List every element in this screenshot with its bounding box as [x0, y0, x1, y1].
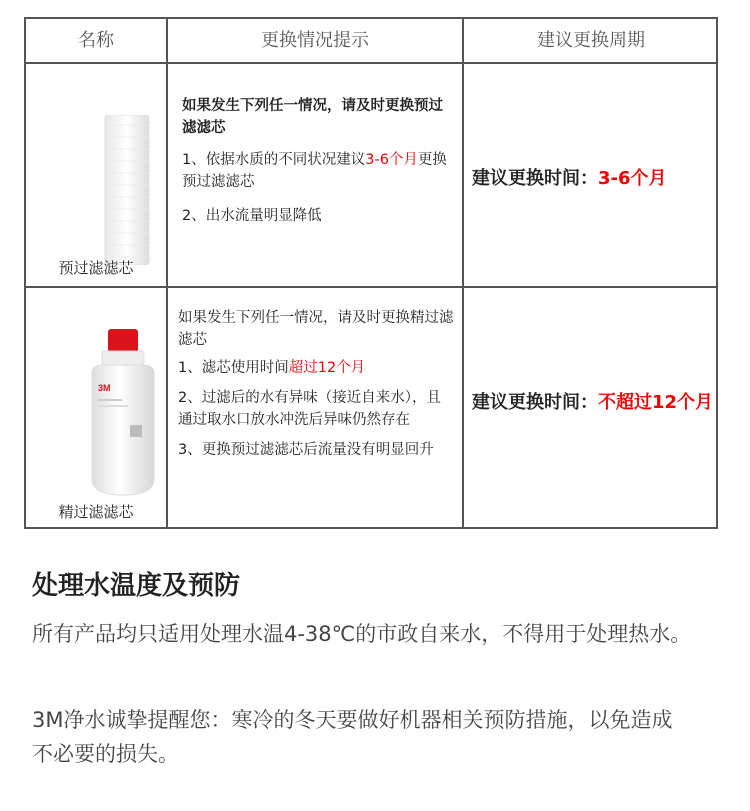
temperature-note: 所有产品均只适用处理水温4-38℃的市政自来水，不得用于处理热水。: [32, 622, 692, 646]
period-value: 3-6个月: [598, 168, 667, 189]
section-title: 处理水温度及预防: [32, 571, 241, 601]
fine-filter-image: [84, 329, 162, 501]
winter-reminder: 3M净水诚挚提醒您：寒冷的冬天要做好机器相关预防措施，以免造成不必要的损失。: [32, 708, 673, 766]
header-tips: 更换情况提示: [261, 30, 369, 51]
tip-item: 2、过滤后的水有异味（接近自来水），且通过取水口放水冲洗后异味仍然存在: [178, 390, 441, 428]
period-label: 建议更换时间：: [472, 392, 598, 413]
replacement-tips: [178, 307, 454, 461]
tip-item: 3、更换预过滤滤芯后流量没有明显回升: [178, 442, 434, 458]
replacement-period: [472, 389, 714, 416]
period-value: 不超过12个月: [598, 392, 714, 413]
tip-text: 1、滤芯使用时间: [178, 360, 289, 376]
svg-text:3M: 3M: [98, 383, 111, 393]
tips-intro: 如果发生下列任一情况，请及时更换预过滤滤芯: [182, 98, 443, 136]
replacement-period: [472, 165, 714, 192]
tip-text: 更换预过滤滤芯: [182, 152, 447, 190]
tip-highlight: 超过12个月: [288, 360, 366, 376]
row-divider: [26, 286, 716, 288]
tip-text: 1、依据水质的不同状况建议: [182, 152, 366, 168]
header-name: 名称: [78, 30, 114, 51]
period-label: 建议更换时间：: [472, 168, 598, 189]
column-divider: [166, 19, 168, 527]
tip-item: [178, 357, 454, 379]
filter-name: 预过滤滤芯: [58, 259, 134, 277]
header-period: 建议更换周期: [537, 30, 645, 51]
pre-filter-image: [104, 115, 150, 265]
filter-name: 精过滤滤芯: [58, 503, 134, 521]
tip-item: [182, 149, 452, 193]
replacement-tips: [182, 95, 452, 227]
column-divider: [462, 19, 464, 527]
tip-item: 2、出水流量明显降低: [182, 208, 322, 224]
tip-highlight: 3-6个月: [365, 152, 418, 168]
filter-table: [24, 17, 718, 529]
tips-intro: 如果发生下列任一情况，请及时更换精过滤滤芯: [178, 310, 454, 348]
